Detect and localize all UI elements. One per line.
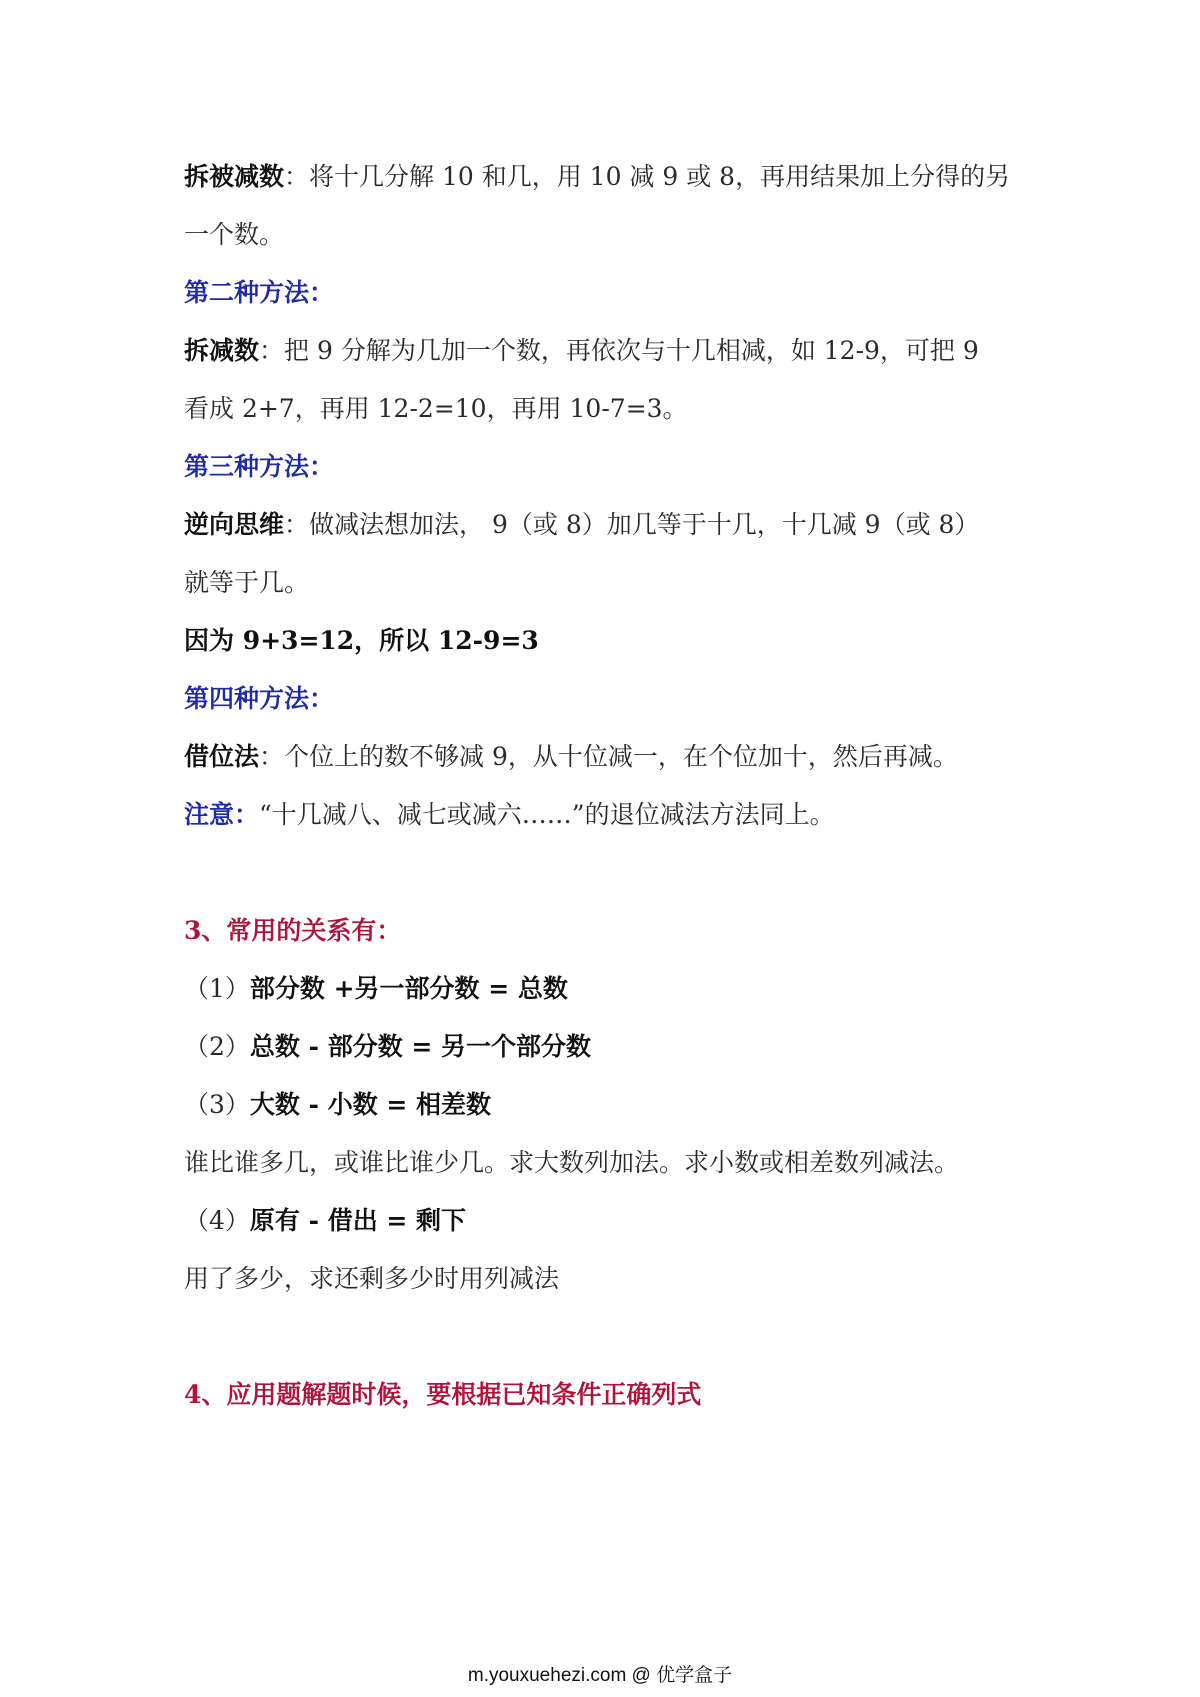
method1-line2: 一个数。 <box>184 220 285 249</box>
method3-example: 因为 9+3=12，所以 12-9=3 <box>184 626 539 655</box>
footer-watermark: m.youxuehezi.com @ 优学盒子 <box>467 1665 733 1686</box>
method3-line2: 就等于几。 <box>184 568 310 597</box>
relation-3-number: （3） <box>184 1090 250 1119</box>
note-label: 注意： <box>184 800 260 829</box>
relation-2-number: （2） <box>184 1032 250 1061</box>
relation-4-number: （4） <box>184 1206 250 1235</box>
method2-line1 <box>184 334 1044 368</box>
section4-heading: 4、应用题解题时候，要根据已知条件正确列式 <box>184 1380 702 1409</box>
relation-2-text: 总数 - 部分数 = 另一个部分数 <box>249 1032 592 1061</box>
relation-4-note: 用了多少，求还剩多少时用列减法 <box>184 1264 560 1293</box>
method1-text: ：将十几分解 10 和几，用 10 减 9 或 8，再用结果加上分得的另 <box>284 162 1011 191</box>
relation-4-text: 原有 - 借出 = 剩下 <box>249 1206 467 1235</box>
relation-3 <box>184 1088 1044 1122</box>
method1-line1 <box>184 160 1044 194</box>
method4-text: ：个位上的数不够减 9，从十位减一，在个位加十，然后再减。 <box>259 742 958 771</box>
relation-1-text: 部分数 +另一部分数 = 总数 <box>249 974 568 1003</box>
method3-heading: 第三种方法： <box>184 452 335 481</box>
method2-label: 拆减数 <box>184 336 260 365</box>
method2-line2: 看成 2+7，再用 12-2=10，再用 10-7=3。 <box>184 394 688 423</box>
note-line <box>184 798 1044 832</box>
relation-1 <box>184 972 1044 1006</box>
relation-3-text: 大数 - 小数 = 相差数 <box>249 1090 492 1119</box>
relation-3-note: 谁比谁多几，或谁比谁少几。求大数列加法。求小数或相差数列减法。 <box>184 1148 960 1177</box>
method4-label: 借位法 <box>184 742 260 771</box>
method2-text: ：把 9 分解为几加一个数，再依次与十几相减，如 12-9，可把 9 <box>259 336 979 365</box>
note-text: “十几减八、减七或减六……”的退位减法方法同上。 <box>259 800 835 829</box>
method1-label: 拆被减数 <box>184 162 285 191</box>
method3-text: ：做减法想加法， 9（或 8）加几等于十几，十几减 9（或 8） <box>284 510 980 539</box>
relation-1-number: （1） <box>184 974 250 1003</box>
relation-2 <box>184 1030 1044 1064</box>
method2-heading: 第二种方法： <box>184 278 335 307</box>
relation-4 <box>184 1204 1044 1238</box>
method4-line1 <box>184 740 1044 774</box>
method4-heading: 第四种方法： <box>184 684 335 713</box>
method3-label: 逆向思维 <box>184 510 285 539</box>
section3-heading: 3、常用的关系有： <box>184 916 402 945</box>
method3-line1 <box>184 508 1044 542</box>
